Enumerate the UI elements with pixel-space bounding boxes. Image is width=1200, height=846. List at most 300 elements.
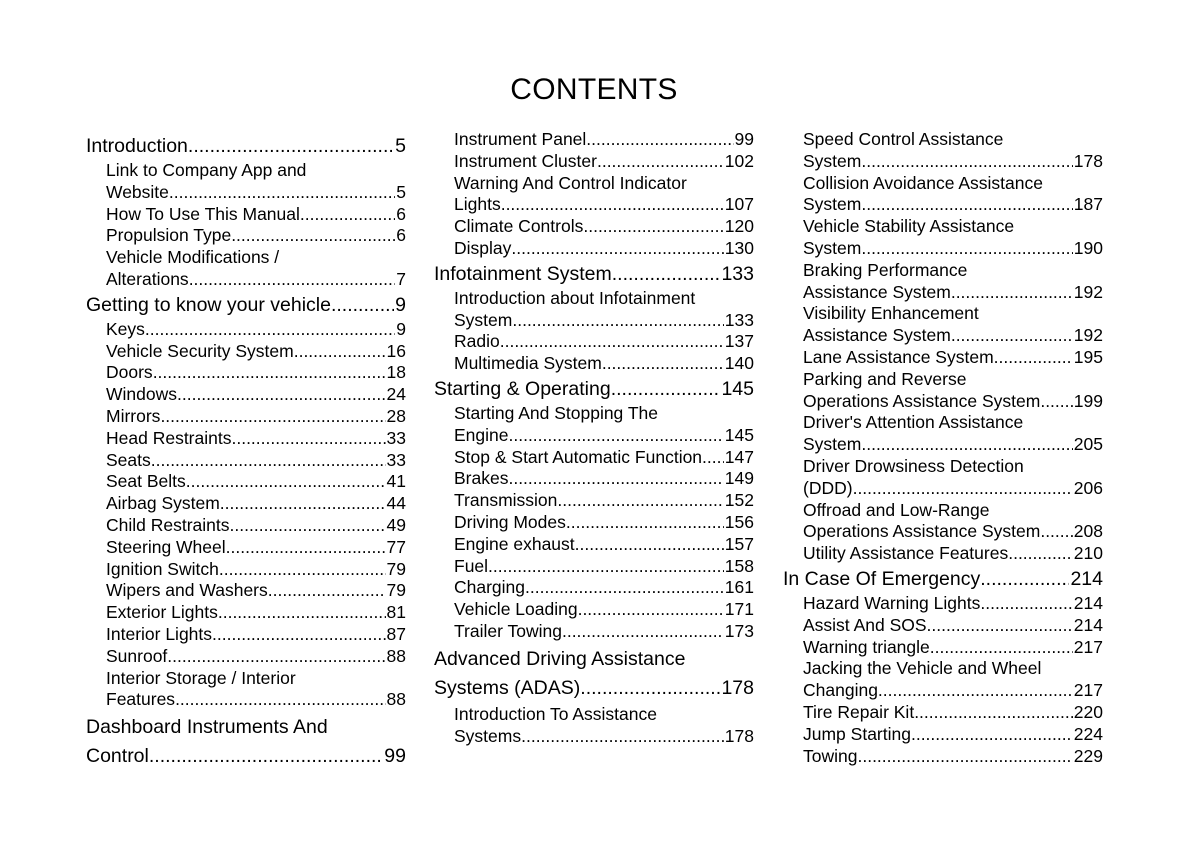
toc-entry-line xyxy=(454,310,754,332)
toc-entry-line xyxy=(803,702,1103,724)
toc-subsection-entry[interactable] xyxy=(434,621,754,643)
toc-entry-title: Infotainment System xyxy=(434,262,612,285)
toc-subsection-entry[interactable] xyxy=(434,599,754,621)
toc-subsection-entry[interactable] xyxy=(86,319,406,341)
toc-subsection-entry[interactable] xyxy=(783,129,1103,173)
toc-page-number: 161 xyxy=(724,577,754,598)
dot-leader xyxy=(167,646,385,668)
toc-entry-title: Systems xyxy=(454,725,522,746)
dot-leader xyxy=(521,726,724,748)
toc-page-number: 214 xyxy=(1073,592,1103,613)
toc-entry-line xyxy=(803,194,1103,216)
toc-subsection-entry[interactable] xyxy=(783,658,1103,702)
toc-entry-line xyxy=(86,134,406,159)
toc-column-2 xyxy=(434,129,754,747)
dot-leader xyxy=(231,428,385,450)
toc-entry-title-line: Visibility Enhancement xyxy=(803,303,979,324)
toc-entry-line xyxy=(86,293,406,318)
toc-entry-title: Changing xyxy=(803,680,878,701)
toc-entry-title: System xyxy=(454,309,513,330)
toc-entry-line xyxy=(803,347,1103,369)
toc-entry-title: System xyxy=(803,434,862,455)
dot-leader xyxy=(169,182,395,204)
dot-leader xyxy=(861,194,1072,216)
toc-entry-title-line: Vehicle Modifications / xyxy=(106,247,280,268)
dot-leader xyxy=(226,537,386,559)
toc-page-number: 178 xyxy=(1073,150,1103,171)
toc-page-number: 208 xyxy=(1073,521,1103,542)
toc-entry-title: Lane Assistance System xyxy=(803,346,994,367)
toc-subsection-entry[interactable] xyxy=(783,500,1103,544)
toc-entry-title: Seat Belts xyxy=(106,471,186,492)
toc-entry-title: Wipers and Washers xyxy=(106,580,268,601)
toc-entry-line xyxy=(454,468,754,490)
toc-entry-line xyxy=(106,580,406,602)
toc-subsection-entry[interactable] xyxy=(434,512,754,534)
dot-leader xyxy=(219,559,386,581)
toc-entry-line xyxy=(803,593,1103,615)
toc-page-number: 33 xyxy=(386,449,406,470)
toc-page-number: 147 xyxy=(724,446,754,467)
toc-page-number: 41 xyxy=(386,471,406,492)
dot-leader xyxy=(175,689,385,711)
toc-entry-title-line: Introduction To Assistance xyxy=(454,703,657,724)
toc-page-number: 130 xyxy=(724,237,754,258)
toc-entry-line xyxy=(106,493,406,515)
toc-subsection-entry[interactable] xyxy=(86,493,406,515)
toc-subsection-entry[interactable] xyxy=(434,468,754,490)
toc-entry-line xyxy=(106,602,406,624)
toc-entry-title: Stop & Start Automatic Function xyxy=(454,446,703,467)
toc-entry-line xyxy=(454,512,754,534)
toc-entry-title: Steering Wheel xyxy=(106,536,226,557)
toc-page-number: 173 xyxy=(724,620,754,641)
dot-leader xyxy=(980,567,1069,592)
toc-entry-line xyxy=(106,182,406,204)
toc-entry-line xyxy=(454,726,754,748)
toc-entry-title: Driving Modes xyxy=(454,511,566,532)
toc-subsection-entry[interactable] xyxy=(783,216,1103,260)
toc-page-number: 149 xyxy=(724,468,754,489)
dot-leader xyxy=(500,331,724,353)
toc-page-number: 220 xyxy=(1073,701,1103,722)
toc-entry-title: Interior Lights xyxy=(106,623,213,644)
dot-leader xyxy=(586,129,733,151)
toc-subsection-entry[interactable] xyxy=(86,384,406,406)
toc-entry-line xyxy=(803,724,1103,746)
dot-leader xyxy=(861,151,1072,173)
toc-entry-line xyxy=(454,447,754,469)
toc-entry-title-line: Interior Storage / Interior xyxy=(106,667,296,688)
toc-subsection-entry[interactable] xyxy=(434,331,754,353)
toc-section-entry[interactable] xyxy=(783,567,1103,592)
dot-leader xyxy=(145,319,395,341)
toc-page-number: 152 xyxy=(724,490,754,511)
toc-entry-title: Operations Assistance System xyxy=(803,521,1041,542)
toc-subsection-entry[interactable] xyxy=(783,173,1103,217)
toc-page-number: 102 xyxy=(724,150,754,171)
toc-entry-title: Exterior Lights xyxy=(106,602,218,623)
dot-leader xyxy=(151,450,386,472)
toc-page-number: 137 xyxy=(724,331,754,352)
toc-page-number: 171 xyxy=(724,599,754,620)
toc-subsection-entry[interactable] xyxy=(434,173,754,217)
toc-subsection-entry[interactable] xyxy=(86,537,406,559)
toc-entry-line xyxy=(803,325,1103,347)
toc-page-number: 107 xyxy=(724,194,754,215)
dot-leader xyxy=(188,134,394,159)
toc-entry-title: Seats xyxy=(106,449,151,470)
toc-entry-line xyxy=(106,515,406,537)
toc-subsection-entry[interactable] xyxy=(86,406,406,428)
toc-entry-title: Website xyxy=(106,181,169,202)
toc-entry-title: Vehicle Loading xyxy=(454,599,578,620)
dot-leader xyxy=(300,204,395,226)
toc-page-number: 190 xyxy=(1073,237,1103,258)
toc-entry-line xyxy=(454,151,754,173)
toc-subsection-entry[interactable] xyxy=(434,577,754,599)
toc-subsection-entry[interactable] xyxy=(783,724,1103,746)
toc-page-number: 16 xyxy=(386,340,406,361)
toc-page-number: 24 xyxy=(386,384,406,405)
dot-leader xyxy=(268,580,386,602)
dot-leader xyxy=(218,602,386,624)
toc-entry-line xyxy=(106,471,406,493)
toc-entry-line xyxy=(106,269,406,291)
toc-page-number: 33 xyxy=(386,427,406,448)
toc-entry-line xyxy=(454,556,754,578)
dot-leader xyxy=(231,225,395,247)
toc-page-number: 6 xyxy=(396,225,406,246)
toc-entry-title: Mirrors xyxy=(106,405,161,426)
toc-entry-title: Starting & Operating xyxy=(434,377,611,400)
toc-entry-title: Assistance System xyxy=(803,325,951,346)
toc-entry-title: Head Restraints xyxy=(106,427,232,448)
toc-subsection-entry[interactable] xyxy=(86,624,406,646)
toc-subsection-entry[interactable] xyxy=(434,490,754,512)
toc-subsection-entry[interactable] xyxy=(434,288,754,332)
toc-page-number: 140 xyxy=(724,353,754,374)
toc-subsection-entry[interactable] xyxy=(86,471,406,493)
toc-column-1 xyxy=(86,132,406,772)
toc-entry-title-line: Speed Control Assistance xyxy=(803,129,1004,149)
dot-leader xyxy=(602,353,724,375)
toc-subsection-entry[interactable] xyxy=(86,204,406,226)
dot-leader xyxy=(220,493,386,515)
toc-entry-title: Alterations xyxy=(106,268,189,289)
dot-leader xyxy=(951,282,1073,304)
toc-page-number: 205 xyxy=(1073,434,1103,455)
toc-subsection-entry[interactable] xyxy=(86,247,406,291)
toc-entry-line xyxy=(803,238,1103,260)
toc-subsection-entry[interactable] xyxy=(86,602,406,624)
toc-page-number: 79 xyxy=(386,580,406,601)
dot-leader xyxy=(212,624,386,646)
toc-page-number: 133 xyxy=(721,262,754,285)
toc-page-number: 99 xyxy=(384,745,406,768)
toc-entry-title-line: Braking Performance xyxy=(803,259,968,280)
toc-entry-line xyxy=(106,559,406,581)
toc-entry-title: System xyxy=(803,194,862,215)
toc-entry-line xyxy=(86,742,406,771)
toc-entry-title: Operations Assistance System xyxy=(803,390,1041,411)
toc-entry-line xyxy=(106,450,406,472)
toc-entry-line xyxy=(803,746,1103,768)
toc-entry-line xyxy=(803,434,1103,456)
toc-entry-line xyxy=(106,384,406,406)
dot-leader xyxy=(911,724,1073,746)
toc-entry-line xyxy=(106,225,406,247)
toc-subsection-entry[interactable] xyxy=(434,556,754,578)
toc-page-number: 18 xyxy=(386,362,406,383)
toc-entry-title: Transmission xyxy=(454,490,558,511)
toc-entry-line xyxy=(803,521,1103,543)
toc-subsection-entry[interactable] xyxy=(783,369,1103,413)
toc-page-number: 77 xyxy=(386,536,406,557)
dot-leader xyxy=(861,238,1072,260)
toc-entry-title: Propulsion Type xyxy=(106,225,232,246)
toc-entry-title-line: Driver's Attention Assistance xyxy=(803,412,1024,433)
toc-subsection-entry[interactable] xyxy=(434,353,754,375)
toc-entry-line xyxy=(454,353,754,375)
dot-leader xyxy=(612,262,721,287)
toc-subsection-entry[interactable] xyxy=(86,428,406,450)
toc-page-number: 195 xyxy=(1073,346,1103,367)
toc-page-number: 5 xyxy=(396,181,406,202)
toc-page-number: 49 xyxy=(386,514,406,535)
toc-subsection-entry[interactable] xyxy=(434,534,754,556)
dot-leader xyxy=(583,216,723,238)
toc-page-number: 88 xyxy=(386,689,406,710)
toc-entry-line xyxy=(434,377,754,402)
toc-page-number: 79 xyxy=(386,558,406,579)
toc-page-number: 81 xyxy=(386,602,406,623)
toc-entry-title: Instrument Panel xyxy=(454,129,587,149)
toc-subsection-entry[interactable] xyxy=(86,362,406,384)
toc-section-entry[interactable] xyxy=(434,262,754,287)
toc-entry-title: Warning triangle xyxy=(803,636,930,657)
toc-entry-title: Doors xyxy=(106,362,153,383)
dot-leader xyxy=(177,384,386,406)
toc-entry-line xyxy=(106,624,406,646)
toc-subsection-entry[interactable] xyxy=(86,341,406,363)
toc-page-number: 199 xyxy=(1073,390,1103,411)
toc-page-number: 187 xyxy=(1073,194,1103,215)
page-title: CONTENTS xyxy=(510,73,678,106)
toc-page-number: 178 xyxy=(721,676,754,699)
toc-entry-title: Charging xyxy=(454,577,526,598)
toc-entry-title: Instrument Cluster xyxy=(454,150,597,171)
toc-entry-line xyxy=(454,621,754,643)
toc-subsection-entry[interactable] xyxy=(783,593,1103,615)
toc-page-number: 87 xyxy=(386,623,406,644)
dot-leader xyxy=(488,556,724,578)
toc-subsection-entry[interactable] xyxy=(783,456,1103,500)
toc-page-number: 145 xyxy=(724,424,754,445)
toc-section-entry[interactable] xyxy=(434,645,754,703)
toc-entry-title: Towing xyxy=(803,745,858,766)
toc-entry-line xyxy=(454,129,754,151)
toc-subsection-entry[interactable] xyxy=(86,450,406,472)
toc-entry-title: Engine xyxy=(454,424,509,445)
toc-page-number: 158 xyxy=(724,555,754,576)
toc-subsection-entry[interactable] xyxy=(86,225,406,247)
toc-subsection-entry[interactable] xyxy=(86,515,406,537)
toc-subsection-entry[interactable] xyxy=(434,151,754,173)
toc-entry-line xyxy=(803,680,1103,702)
dot-leader xyxy=(914,702,1073,724)
toc-entry-title: Radio xyxy=(454,331,500,352)
toc-subsection-entry[interactable] xyxy=(434,216,754,238)
toc-page-number: 44 xyxy=(386,493,406,514)
dot-leader xyxy=(525,577,724,599)
toc-entry-line xyxy=(783,567,1103,592)
toc-entry-title: Features xyxy=(106,689,176,710)
dot-leader xyxy=(611,377,721,402)
toc-subsection-entry[interactable] xyxy=(783,746,1103,768)
toc-subsection-entry[interactable] xyxy=(86,559,406,581)
toc-page-number: 99 xyxy=(734,129,754,149)
toc-subsection-entry[interactable] xyxy=(434,704,754,748)
toc-entry-line xyxy=(106,204,406,226)
dot-leader xyxy=(1040,521,1072,543)
toc-entry-title-line: Dashboard Instruments And xyxy=(86,716,328,739)
dot-leader xyxy=(1008,543,1073,565)
dot-leader xyxy=(930,637,1073,659)
toc-page-number: 88 xyxy=(386,645,406,666)
toc-subsection-entry[interactable] xyxy=(434,238,754,260)
toc-subsection-entry[interactable] xyxy=(86,580,406,602)
toc-entry-line xyxy=(454,194,754,216)
toc-entry-title: Child Restraints xyxy=(106,514,230,535)
toc-entry-title: Systems (ADAS) xyxy=(434,676,581,699)
toc-entry-title: Trailer Towing xyxy=(454,620,562,641)
toc-entry-line xyxy=(454,331,754,353)
toc-entry-line xyxy=(106,319,406,341)
toc-section-entry[interactable] xyxy=(86,713,406,771)
toc-column-3 xyxy=(783,129,1103,767)
toc-page-number: 224 xyxy=(1073,723,1103,744)
toc-subsection-entry[interactable] xyxy=(783,615,1103,637)
toc-entry-line xyxy=(454,577,754,599)
toc-subsection-entry[interactable] xyxy=(86,668,406,712)
dot-leader xyxy=(294,341,386,363)
toc-subsection-entry[interactable] xyxy=(86,646,406,668)
toc-page-number: 217 xyxy=(1073,680,1103,701)
dot-leader xyxy=(575,534,724,556)
toc-page-number: 145 xyxy=(721,377,754,400)
toc-entry-title-line: Parking and Reverse xyxy=(803,368,967,389)
toc-entry-title-line: Jacking the Vehicle and Wheel xyxy=(803,658,1042,679)
toc-subsection-entry[interactable] xyxy=(783,260,1103,304)
toc-entry-title: System xyxy=(803,237,862,258)
toc-entry-title-line: Driver Drowsiness Detection xyxy=(803,455,1024,476)
toc-entry-line xyxy=(106,428,406,450)
toc-entry-line xyxy=(106,537,406,559)
toc-page-number: 9 xyxy=(396,318,406,339)
toc-entry-title: Jump Starting xyxy=(803,723,911,744)
toc-subsection-entry[interactable] xyxy=(86,160,406,204)
toc-page-number: 157 xyxy=(724,533,754,554)
dot-leader xyxy=(580,674,720,703)
toc-entry-line xyxy=(803,543,1103,565)
toc-page-number: 217 xyxy=(1073,636,1103,657)
dot-leader xyxy=(853,478,1073,500)
toc-entry-title-line: Vehicle Stability Assistance xyxy=(803,216,1015,237)
dot-leader xyxy=(861,434,1072,456)
toc-subsection-entry[interactable] xyxy=(783,637,1103,659)
dot-leader xyxy=(508,468,723,490)
dot-leader xyxy=(512,310,723,332)
toc-entry-title: Keys xyxy=(106,318,145,339)
toc-entry-title: Tire Repair Kit xyxy=(803,701,915,722)
toc-page-number: 192 xyxy=(1073,325,1103,346)
dot-leader xyxy=(153,362,386,384)
toc-subsection-entry[interactable] xyxy=(434,403,754,447)
toc-entry-line xyxy=(803,637,1103,659)
toc-entry-line xyxy=(106,362,406,384)
dot-leader xyxy=(578,599,724,621)
toc-entry-title-line: Offroad and Low-Range xyxy=(803,499,990,520)
toc-entry-title: Engine exhaust xyxy=(454,533,575,554)
dot-leader xyxy=(702,447,724,469)
toc-entry-title-line: Advanced Driving Assistance xyxy=(434,647,686,670)
toc-entry-title: Multimedia System xyxy=(454,353,602,374)
dot-leader xyxy=(557,490,723,512)
toc-page-number: 120 xyxy=(724,216,754,237)
toc-entry-line xyxy=(106,689,406,711)
toc-subsection-entry[interactable] xyxy=(783,412,1103,456)
toc-subsection-entry[interactable] xyxy=(783,543,1103,565)
toc-section-entry[interactable] xyxy=(86,134,406,159)
toc-subsection-entry[interactable] xyxy=(783,702,1103,724)
toc-subsection-entry[interactable] xyxy=(434,447,754,469)
toc-entry-line xyxy=(803,151,1103,173)
dot-leader xyxy=(160,406,385,428)
toc-entry-title: Introduction xyxy=(86,135,188,157)
dot-leader xyxy=(1040,391,1072,413)
dot-leader xyxy=(509,425,724,447)
toc-entry-line xyxy=(803,478,1103,500)
toc-entry-line xyxy=(454,425,754,447)
dot-leader xyxy=(331,293,394,318)
toc-entry-title: Windows xyxy=(106,384,177,405)
toc-subsection-entry[interactable] xyxy=(434,129,754,151)
toc-entry-title: Climate Controls xyxy=(454,216,584,237)
toc-page-number: 133 xyxy=(724,309,754,330)
toc-section-entry[interactable] xyxy=(86,293,406,318)
toc-subsection-entry[interactable] xyxy=(783,347,1103,369)
toc-entry-line xyxy=(454,238,754,260)
dot-leader xyxy=(566,512,724,534)
toc-entry-title: Assist And SOS xyxy=(803,614,927,635)
toc-page-number: 6 xyxy=(396,203,406,224)
toc-entry-title: Brakes xyxy=(454,468,509,489)
toc-page-number: 156 xyxy=(724,511,754,532)
toc-section-entry[interactable] xyxy=(434,377,754,402)
toc-entry-line xyxy=(803,391,1103,413)
toc-entry-title: Control xyxy=(86,745,149,768)
dot-leader xyxy=(149,742,383,771)
toc-page-number: 5 xyxy=(395,135,406,157)
toc-subsection-entry[interactable] xyxy=(783,303,1103,347)
toc-entry-title-line: Collision Avoidance Assistance xyxy=(803,172,1043,193)
toc-page-number: 7 xyxy=(396,268,406,289)
toc-entry-line xyxy=(803,615,1103,637)
toc-entry-line xyxy=(803,282,1103,304)
toc-page-number: 214 xyxy=(1070,567,1103,590)
toc-page-number: 28 xyxy=(386,405,406,426)
